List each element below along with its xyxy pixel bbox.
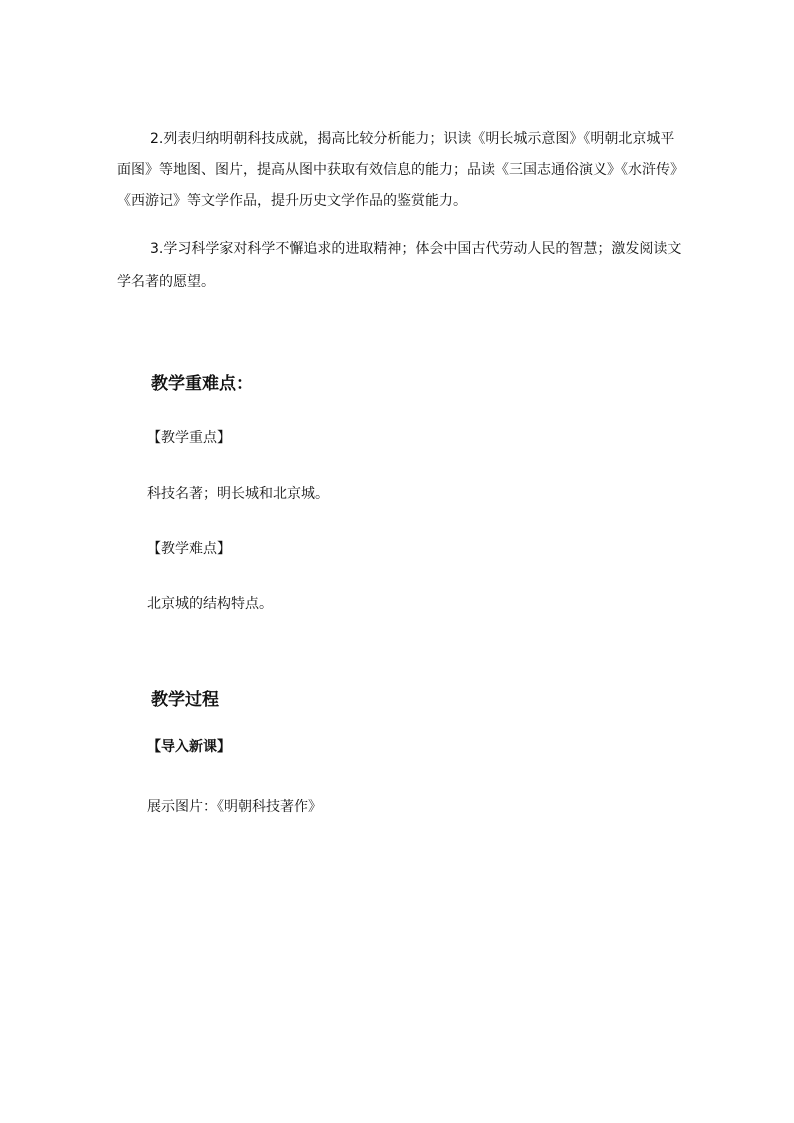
focus-text: 科技名著；明长城和北京城。: [147, 486, 329, 502]
key-points-heading: 教学重难点：: [151, 374, 253, 394]
difficulty-label: 【教学难点】: [147, 541, 231, 557]
intro-label: 【导入新课】: [147, 739, 231, 755]
focus-label: 【教学重点】: [147, 430, 231, 446]
difficulty-text: 北京城的结构特点。: [147, 596, 273, 612]
goal-2-line-2: 面图》等地图、图片，提高从图中获取有效信息的能力；品读《三国志通俗演义》《水浒传》: [117, 162, 684, 178]
process-heading: 教学过程: [151, 690, 219, 710]
goal-2-line-1: 2.列表归纳明朝科技成就，揭高比较分析能力；识读《明长城示意图》《明朝北京城平: [150, 131, 675, 147]
goal-2-line-3: 《西游记》等文学作品，提升历史文学作品的鉴赏能力。: [117, 193, 467, 209]
goal-3-line-2: 学名著的愿望。: [117, 274, 215, 290]
goal-3-line-1: 3.学习科学家对科学不懈追求的进取精神；体会中国古代劳动人民的智慧；激发阅读文: [150, 241, 682, 257]
intro-text: 展示图片：《明朝科技著作》: [147, 799, 322, 815]
